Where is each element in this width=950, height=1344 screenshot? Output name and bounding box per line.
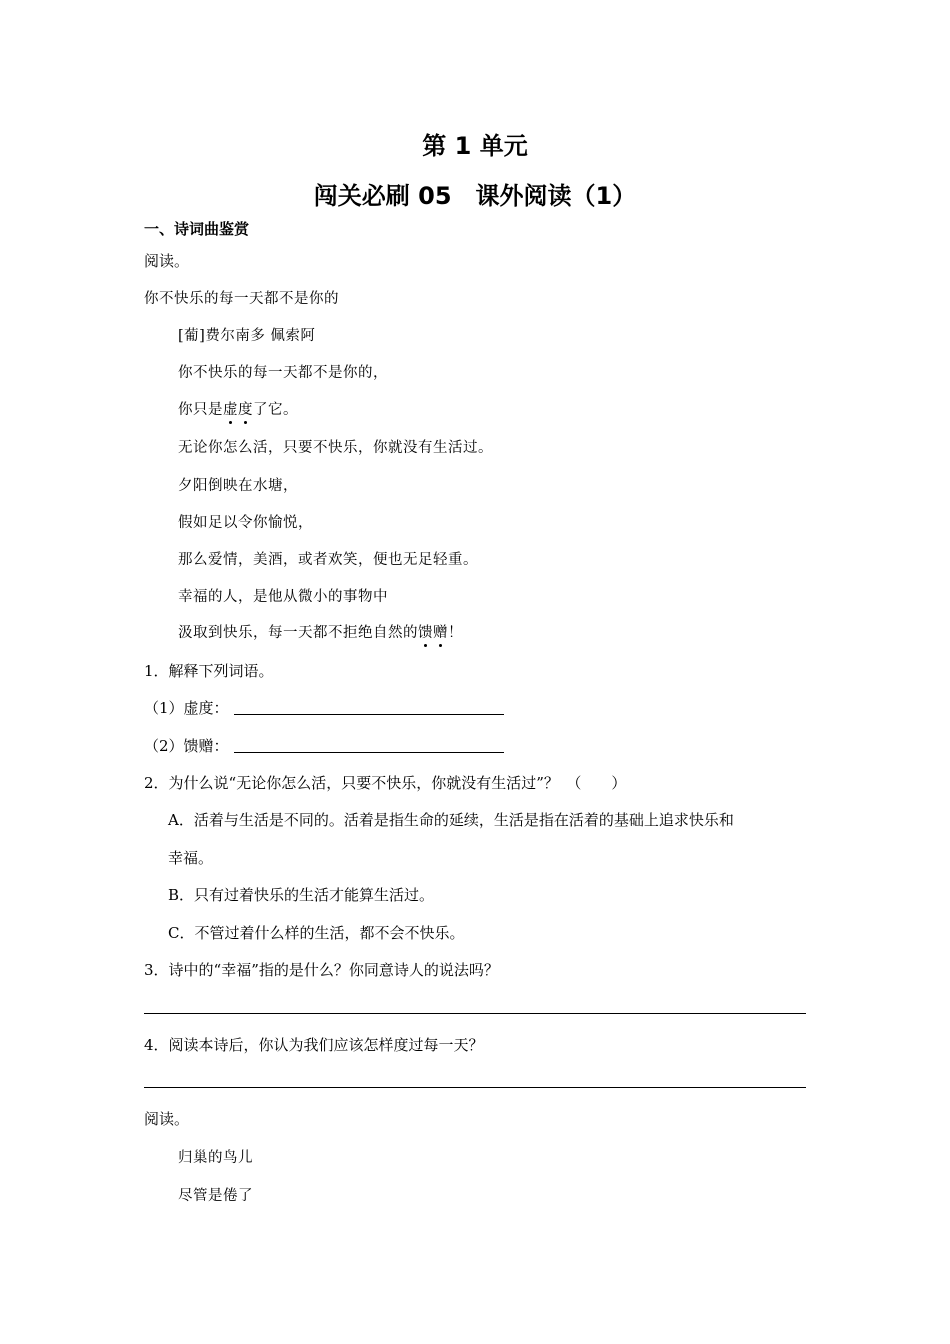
poem-line: 夕阳倒映在水塘， bbox=[178, 478, 298, 494]
poem-text: ！ bbox=[448, 625, 463, 641]
emphasized-char: 赠 bbox=[433, 625, 448, 641]
question-2: 2．为什么说“无论你怎么活，只要不快乐，你就没有生活过”？ （ ） bbox=[144, 774, 627, 792]
question-1-part-1: （1）虚度： bbox=[144, 699, 229, 717]
poem-line bbox=[178, 621, 463, 642]
poem-line: 那么爱情，美酒，或者欢笑，便也无足轻重。 bbox=[178, 552, 478, 568]
option-a: A．活着与生活是不同的。活着是指生命的延续，生活是指在活着的基础上追求快乐和 bbox=[168, 811, 734, 829]
poem-text: 了它。 bbox=[253, 402, 298, 418]
poem-line: 假如足以令你愉悦， bbox=[178, 515, 313, 531]
page-title: 闯关必刷 05 课外阅读（1） bbox=[313, 182, 637, 210]
answer-blank-2[interactable] bbox=[234, 752, 504, 753]
poem-title: 你不快乐的每一天都不是你的 bbox=[144, 291, 339, 307]
poem-line: 尽管是倦了 bbox=[178, 1188, 253, 1204]
question-1: 1．解释下列词语。 bbox=[144, 662, 274, 680]
poem-text: 汲取到快乐，每一天都不拒绝自然的 bbox=[178, 625, 418, 641]
question-1-part-2: （2）馈赠： bbox=[144, 737, 229, 755]
answer-blank-1[interactable] bbox=[234, 714, 504, 715]
read-instruction-2: 阅读。 bbox=[144, 1110, 190, 1128]
answer-line-4[interactable] bbox=[144, 1087, 806, 1088]
poem-line: 归巢的鸟儿 bbox=[178, 1150, 253, 1166]
poem-line: 幸福的人，是他从微小的事物中 bbox=[178, 589, 388, 605]
emphasized-char: 虚 bbox=[223, 402, 238, 418]
emphasized-char: 馈 bbox=[418, 625, 433, 641]
option-c: C．不管过着什么样的生活，都不会不快乐。 bbox=[168, 924, 465, 942]
question-3: 3．诗中的“幸福”指的是什么？你同意诗人的说法吗？ bbox=[144, 961, 499, 979]
option-a-continued: 幸福。 bbox=[168, 849, 214, 867]
question-4: 4．阅读本诗后，你认为我们应该怎样度过每一天？ bbox=[144, 1036, 484, 1054]
poem-author: [葡]费尔南多 佩索阿 bbox=[178, 328, 316, 344]
answer-line-3[interactable] bbox=[144, 1013, 806, 1014]
poem-line: 你不快乐的每一天都不是你的， bbox=[178, 365, 388, 381]
unit-title: 第 1 单元 bbox=[422, 132, 528, 160]
poem-line bbox=[178, 398, 298, 419]
option-b: B．只有过着快乐的生活才能算生活过。 bbox=[168, 886, 435, 904]
poem-line: 无论你怎么活，只要不快乐，你就没有生活过。 bbox=[178, 440, 493, 456]
section-heading: 一、诗词曲鉴赏 bbox=[144, 220, 250, 238]
read-instruction: 阅读。 bbox=[144, 252, 190, 270]
poem-text: 你只是 bbox=[178, 402, 223, 418]
emphasized-char: 度 bbox=[238, 402, 253, 418]
